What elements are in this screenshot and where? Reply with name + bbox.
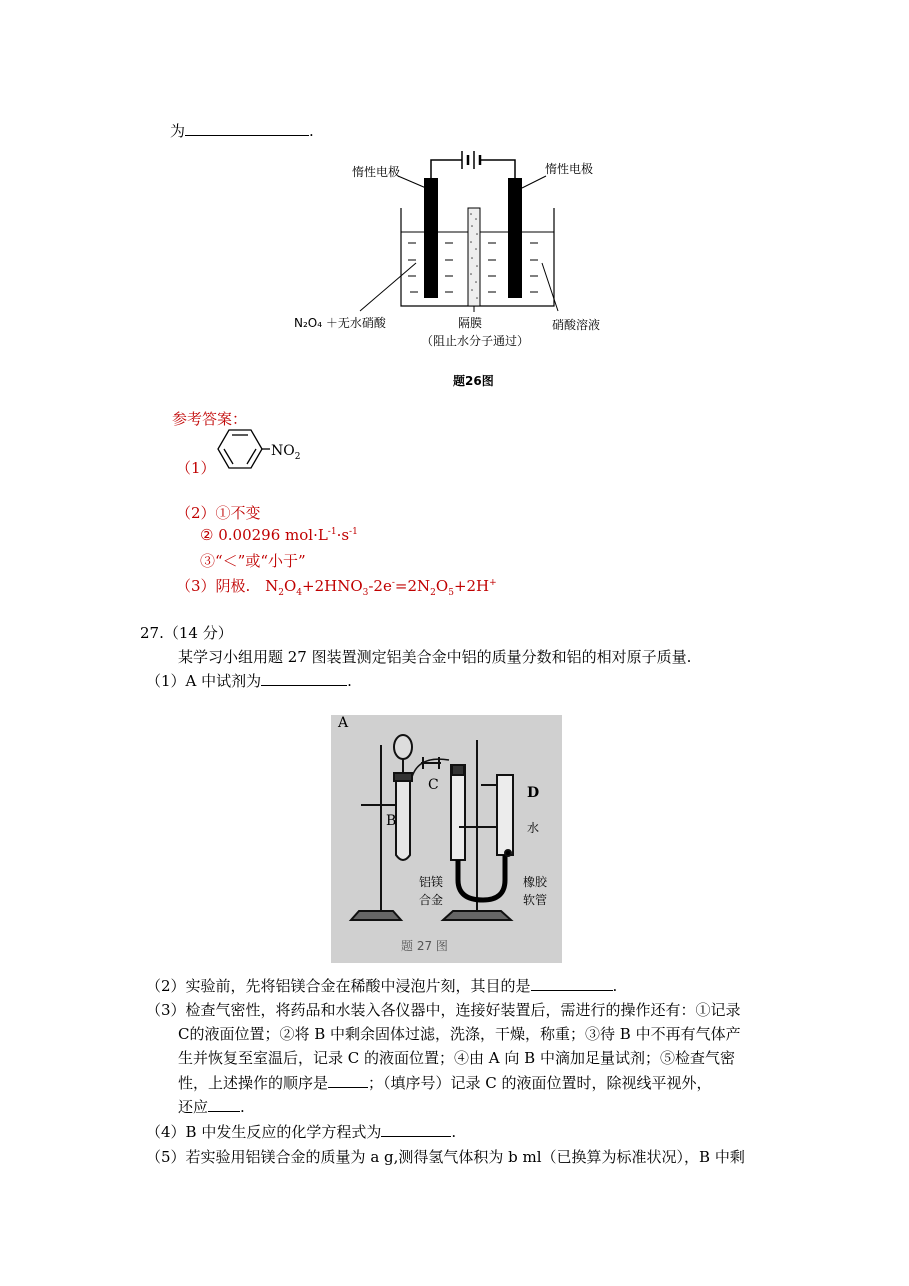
part-1-end: .: [347, 672, 352, 690]
fig27-label-alloy: 合金: [419, 893, 444, 907]
part-4-text: （4）B 中发生反应的化学方程式为: [146, 1123, 382, 1141]
rate-unit-exp-2: -1: [349, 527, 358, 537]
figure-27: [331, 715, 562, 963]
answer-heading: 参考答案：: [172, 410, 248, 428]
answer-blank: [328, 1073, 368, 1088]
fig27-label-rubber-tube: 软管: [523, 893, 548, 907]
fig27-label-alloy: 铝镁: [419, 875, 444, 889]
answer-blank: [208, 1097, 240, 1112]
eq-sub: 2: [430, 588, 436, 598]
cathode-solution-label: 硝酸溶液: [552, 318, 601, 332]
eq-part: O: [435, 577, 449, 595]
part-3-line-2: C的液面位置；②将 B 中剩余固体过滤，洗涤，干燥，称重；③待 B 中不再有气体产: [178, 1025, 741, 1043]
fig27-label-rubber-tube: 橡胶: [523, 875, 548, 889]
figure-27-caption: 题 27 图: [401, 939, 448, 953]
nitro-subscript: 2: [294, 451, 301, 462]
eq-sub: 2: [278, 588, 284, 598]
answer-blank: [261, 671, 347, 686]
answer-blank: [381, 1122, 451, 1137]
part-2-end: .: [612, 977, 618, 995]
part-3-order-text: 性，上述操作的顺序是: [178, 1074, 329, 1092]
rate-value: ② 0.00296 mol·L: [200, 526, 328, 544]
part-1-text: （1）A 中试剂为: [146, 672, 262, 690]
answer-blank: [531, 976, 613, 991]
eq-sub: 5: [448, 588, 454, 598]
question-27-header: 27.（14 分）: [140, 624, 233, 642]
part-3-line-4: [178, 1072, 712, 1093]
eq-part: -2e: [368, 577, 392, 595]
part-3-line-5: [178, 1096, 245, 1117]
part-4-end: .: [451, 1123, 457, 1141]
eq-part: N: [265, 577, 279, 595]
part-3-end: .: [240, 1098, 245, 1116]
part-3-line-1: （3）检查气密性，将药品和水装入各仪器中，连接好装置后，需进行的操作还有：①记录: [146, 1001, 741, 1019]
figure-26-caption: 题26图: [453, 374, 494, 388]
nitrobenzene-structure: [212, 426, 312, 476]
question-27-part-4: [146, 1121, 456, 1142]
question-27-part-2: [146, 975, 617, 996]
eq-part: =2N: [394, 577, 431, 595]
fig27-label-a: A: [338, 715, 349, 731]
top-line: [170, 120, 314, 141]
eq-sub: 3: [362, 588, 369, 598]
answer-3: [176, 575, 497, 598]
eq-sup: -: [391, 578, 395, 588]
eq-part: O: [283, 577, 297, 595]
answer-2-line-2: [200, 526, 358, 544]
part-3-note: ；（填序号）记录 C 的液面位置时，除视线平视外，: [368, 1074, 712, 1092]
part-3-also-text: 还应: [178, 1098, 209, 1116]
apparatus-diagram: [331, 715, 562, 963]
answer-2-line-3: ③“＜”或“小于”: [200, 552, 306, 570]
nitro-group-label: NO: [271, 443, 295, 459]
eq-part: +2HNO: [302, 577, 363, 595]
answer-3-label: （3）阴极.: [176, 577, 251, 595]
figure-26: [290, 148, 620, 393]
question-27-part-1: [146, 670, 352, 691]
top-line-prefix: 为: [170, 122, 186, 140]
answer-1-number: （1）: [176, 459, 216, 477]
part-3-line-3: 生并恢复至室温后，记录 C 的液面位置；④由 A 向 B 中滴加足量试剂；⑤检查气密: [178, 1049, 735, 1067]
question-27-part-5: （5）若实验用铝镁合金的质量为 a g,测得氢气体积为 b ml（已换算为标准状况），B 中剩: [146, 1148, 745, 1166]
top-line-suffix: .: [309, 122, 314, 140]
fig27-label-b: B: [386, 813, 397, 829]
electrode-right-label: 惰性电极: [545, 162, 594, 176]
membrane-note: （阻止水分子通过）: [421, 334, 530, 348]
part-2-text: （2）实验前，先将铝镁合金在稀酸中浸泡片刻，其目的是: [146, 977, 531, 995]
question-27-intro: 某学习小组用题 27 图装置测定铝美合金中铝的质量分数和铝的相对原子质量.: [178, 648, 692, 666]
answer-blank: [185, 121, 309, 136]
eq-sup: +: [489, 578, 497, 588]
electrolysis-cell-diagram: [290, 148, 620, 393]
answer-3-equation: [265, 577, 497, 598]
answer-2-line-1: （2）①不变: [176, 504, 261, 522]
rate-unit-exp-1: -1: [327, 527, 337, 537]
eq-part: +2H: [453, 577, 490, 595]
fig27-label-water: 水: [527, 821, 540, 835]
rate-unit-s: ·s: [336, 526, 350, 544]
fig27-label-d: D: [527, 785, 540, 801]
eq-sub: 4: [296, 588, 302, 598]
fig27-label-c: C: [428, 777, 439, 793]
anode-solution-label: N₂O₄ ＋无水硝酸: [294, 316, 386, 330]
electrode-left-label: 惰性电极: [352, 165, 401, 179]
membrane-label: 隔膜: [458, 316, 483, 330]
